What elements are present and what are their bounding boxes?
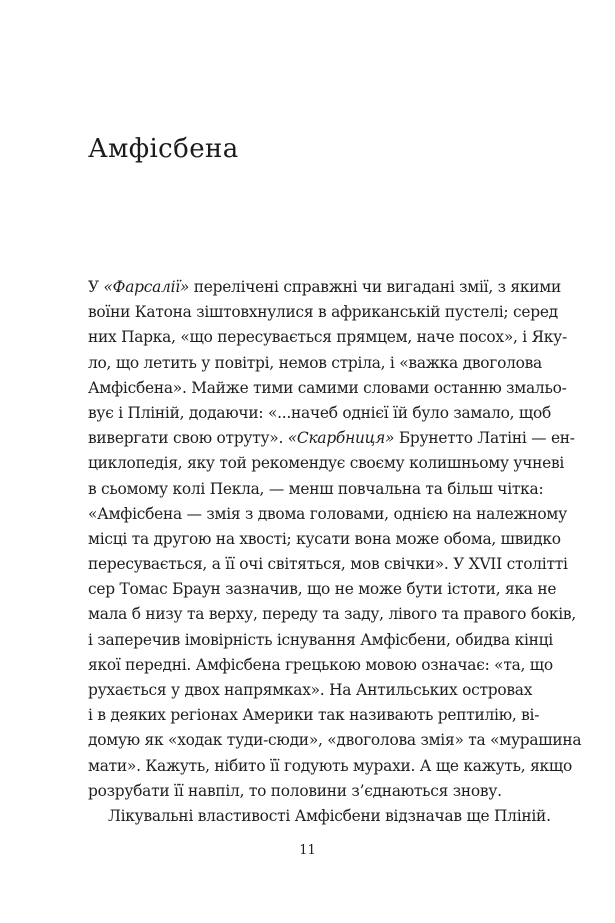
paragraph-1-line: домую як «ходак туди-сюди», «двоголова змія» та «мурашина (88, 731, 582, 750)
paragraph-1-line: мати». Кажуть, нібито її годують мурахи. А ще кажуть, якщо (88, 756, 572, 775)
paragraph-1-line: місці та другою на хвості; кусати вона може обома, швидко (88, 529, 561, 548)
paragraph-1-line: Амфісбена». Майже тими самими словами останню змальо- (88, 378, 567, 397)
paragraph-1-line: в сьомому колі Пекла, — менш повчальна та більш чітка: (88, 479, 544, 498)
paragraph-2-line: Лікувальні властивості Амфісбени відзначав ще Пліній. (108, 806, 551, 825)
paragraph-1-line: розрубати її навпіл, то половини з’єднаються знову. (88, 781, 502, 800)
paragraph-1-line: мала б низу та верху, переду та заду, лівого та правого боків, (88, 605, 576, 624)
chapter-body (88, 275, 582, 829)
paragraph-1-line: циклопедія, яку той рекомендує своєму колишньому учневі (88, 454, 565, 473)
paragraph-1-line: сер Томас Браун зазначив, що не може бути істоти, яка не (88, 580, 557, 599)
chapter-title: Амфісбена (88, 134, 239, 164)
paragraph-1-line: У «Фарсалії» перелічені справжні чи вигадані змії, з якими (88, 278, 561, 296)
paragraph-1-line: них Парка, «що пересувається прямцем, наче посох», і Яку- (88, 328, 567, 347)
paragraph-1-line: вує і Пліній, додаючи: «...начеб однієї їй було замало, щоб (88, 403, 551, 422)
paragraph-1-line: і заперечив імовірність існування Амфісбени, обидва кінці (88, 630, 553, 649)
paragraph-1-line: ло, що летить у повітрі, немов стріла, і «важка двоголова (88, 353, 542, 372)
paragraph-1-line: пересувається, а її очі світяться, мов свічки». У XVII столітті (88, 555, 568, 574)
paragraph-1-line: воїни Катона зіштовхнулися в африканській пустелі; серед (88, 303, 558, 322)
paragraph-1-line: і в деяких регіонах Америки так називають рептилію, ві- (88, 706, 540, 725)
paragraph-1-line: якої передні. Амфісбена грецькою мовою означає: «та, що (88, 655, 553, 674)
paragraph-1-line: вивергати свою отруту». «Скарбниця» Брунетто Латіні — ен- (88, 429, 575, 448)
italic-title: «Скарбниця» (287, 429, 395, 448)
page-number: 11 (299, 843, 316, 858)
paragraph-1-line: «Амфісбена — змія з двома головами, однією на належному (88, 504, 567, 523)
paragraph-1-line: рухається у двох напрямках». На Антильських островах (88, 681, 533, 699)
italic-title: «Фарсалії» (103, 278, 190, 296)
